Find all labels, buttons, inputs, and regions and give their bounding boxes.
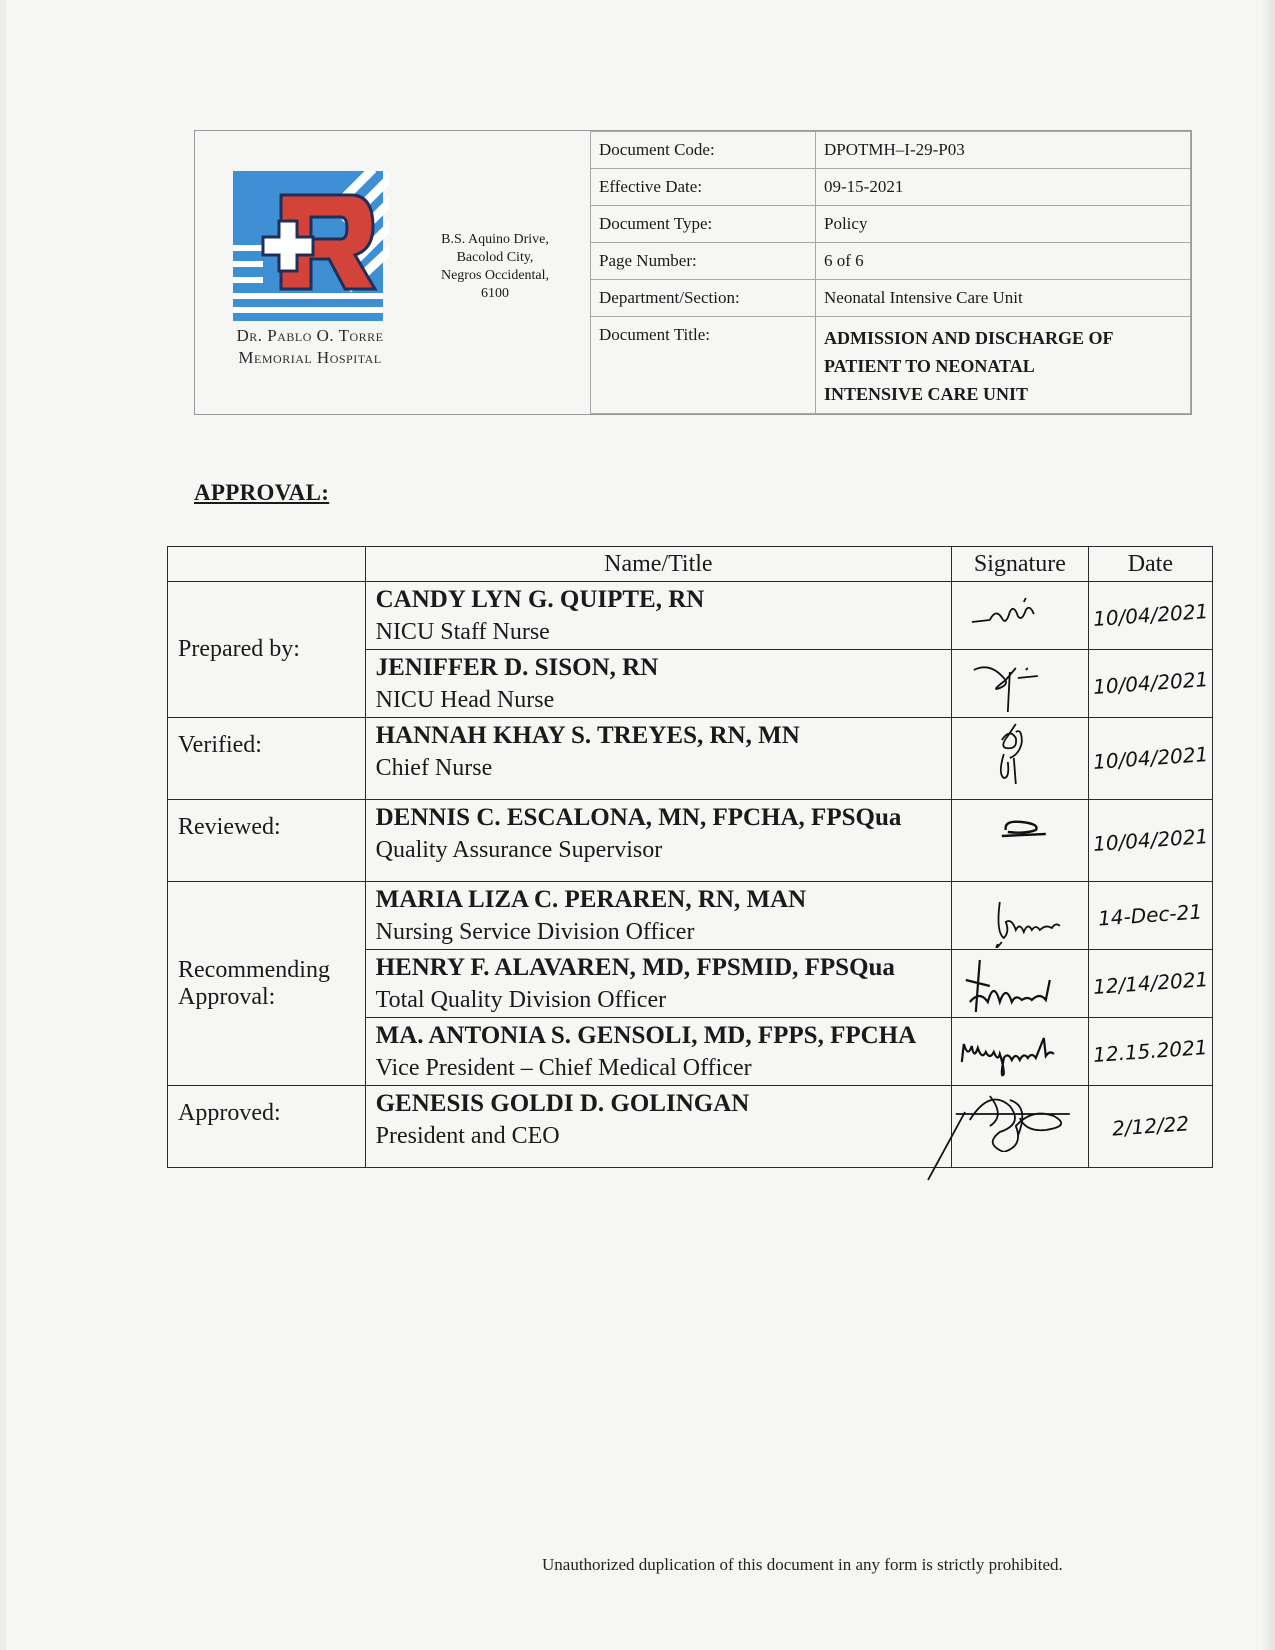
approver-name: MARIA LIZA C. PERAREN, RN, MAN [375,886,807,913]
approver-cell [365,950,951,1018]
handwritten-date: 12.15.2021 [1092,1035,1209,1067]
handwritten-signature [952,1086,1088,1152]
date-cell [1088,950,1212,1018]
handwritten-date: 10/04/2021 [1092,599,1209,631]
approver-title: Total Quality Division Officer [375,987,667,1013]
address-line: Negros Occidental, [440,268,550,283]
approver-title: President and CEO [375,1123,560,1149]
column-header: Date [1088,547,1212,582]
document-title [816,317,1191,414]
approval-row [168,882,1213,950]
meta-value: Policy [816,206,1191,243]
approver-cell [365,650,951,718]
handwritten-date: 2/12/22 [1111,1111,1190,1141]
address-line: Bacolod City, [456,250,534,265]
approval-row [168,582,1213,650]
approver-cell [365,582,951,650]
meta-row [591,169,1191,206]
column-header-blank [168,547,366,582]
document-meta-table [590,131,1191,414]
approval-category-line: Recommending [178,956,330,983]
document-title-line: ADMISSION AND DISCHARGE OF [824,328,1114,348]
handwritten-signature [952,1018,1088,1084]
handwritten-signature [952,950,1088,1016]
approval-category: Approved: [168,1086,366,1168]
column-header: Name/Title [365,547,951,582]
meta-value: 6 of 6 [816,243,1191,280]
approver-cell [365,1018,951,1086]
meta-row [591,280,1191,317]
meta-label: Document Title: [591,317,816,414]
meta-row [591,317,1191,414]
document-title-line: INTENSIVE CARE UNIT [824,384,1029,404]
handwritten-date: 12/14/2021 [1092,967,1209,999]
hospital-logo [233,171,389,326]
approver-title: Chief Nurse [375,755,493,781]
approver-name: MA. ANTONIA S. GENSOLI, MD, FPPS, FPCHA [375,1022,917,1049]
approver-title: Nursing Service Division Officer [375,919,695,945]
meta-row [591,206,1191,243]
date-cell [1088,650,1212,718]
hospital-address [420,231,570,303]
date-cell [1088,800,1212,882]
column-header: Signature [952,547,1089,582]
hospital-name-line: Dr. Pablo O. Torre [236,326,384,345]
approval-category [168,882,366,1086]
approval-row [168,718,1213,800]
meta-row [591,243,1191,280]
approval-category-line: Approval: [178,983,276,1010]
approval-category: Reviewed: [168,800,366,882]
handwritten-signature [952,718,1088,784]
signature-cell [952,582,1089,650]
address-line: 6100 [481,286,509,301]
approval-heading: APPROVAL: [194,480,330,505]
approver-title: Vice President – Chief Medical Officer [375,1055,752,1081]
meta-label: Page Number: [591,243,816,280]
handwritten-date: 14-Dec-21 [1097,899,1204,931]
approver-name: GENESIS GOLDI D. GOLINGAN [375,1090,750,1117]
approver-cell [365,882,951,950]
date-cell [1088,718,1212,800]
meta-label: Department/Section: [591,280,816,317]
meta-row [591,132,1191,169]
approval-table [167,546,1213,1168]
meta-value: 09-15-2021 [816,169,1191,206]
approver-name: HANNAH KHAY S. TREYES, RN, MN [375,722,800,749]
approver-title: NICU Head Nurse [375,687,555,713]
page-edge [1261,0,1275,1650]
signature-cell [952,1086,1089,1168]
page-edge [0,0,6,1650]
hospital-name-line: Memorial Hospital [238,348,382,367]
approver-cell [365,800,951,882]
signature-cell [952,950,1089,1018]
signature-cell [952,650,1089,718]
approver-name: HENRY F. ALAVAREN, MD, FPSMID, FPSQua [375,954,895,981]
approval-row [168,800,1213,882]
date-cell [1088,582,1212,650]
approver-cell [365,1086,951,1168]
handwritten-signature [952,650,1088,716]
handwritten-date: 10/04/2021 [1092,667,1209,699]
handwritten-date: 10/04/2021 [1092,824,1209,856]
approver-title: NICU Staff Nurse [375,619,550,645]
meta-value: Neonatal Intensive Care Unit [816,280,1191,317]
signature-cell [952,718,1089,800]
hospital-branding [195,131,590,414]
handwritten-date: 10/04/2021 [1092,742,1209,774]
handwritten-signature [952,882,1088,948]
signature-cell [952,1018,1089,1086]
meta-label: Effective Date: [591,169,816,206]
approval-category: Prepared by: [168,582,366,718]
meta-value: DPOTMH–I-29-P03 [816,132,1191,169]
footer-disclaimer: Unauthorized duplication of this document in any form is strictly prohibited. [542,1555,1063,1574]
approval-category: Verified: [168,718,366,800]
address-line: B.S. Aquino Drive, [441,232,549,247]
hospital-name [195,325,425,369]
handwritten-signature [952,800,1088,866]
date-cell [1088,1086,1212,1168]
approver-name: DENNIS C. ESCALONA, MN, FPCHA, FPSQua [375,804,902,831]
date-cell [1088,1018,1212,1086]
approver-cell [365,718,951,800]
meta-label: Document Code: [591,132,816,169]
document-header [194,130,1192,415]
approval-header-row [168,547,1213,582]
approver-name: JENIFFER D. SISON, RN [375,654,659,681]
signature-cell [952,882,1089,950]
handwritten-signature [952,582,1088,648]
approver-title: Quality Assurance Supervisor [375,837,663,863]
approver-name: CANDY LYN G. QUIPTE, RN [375,586,705,613]
meta-label: Document Type: [591,206,816,243]
signature-cell [952,800,1089,882]
date-cell [1088,882,1212,950]
document-title-line: PATIENT TO NEONATAL [824,356,1035,376]
approval-row [168,1086,1213,1168]
